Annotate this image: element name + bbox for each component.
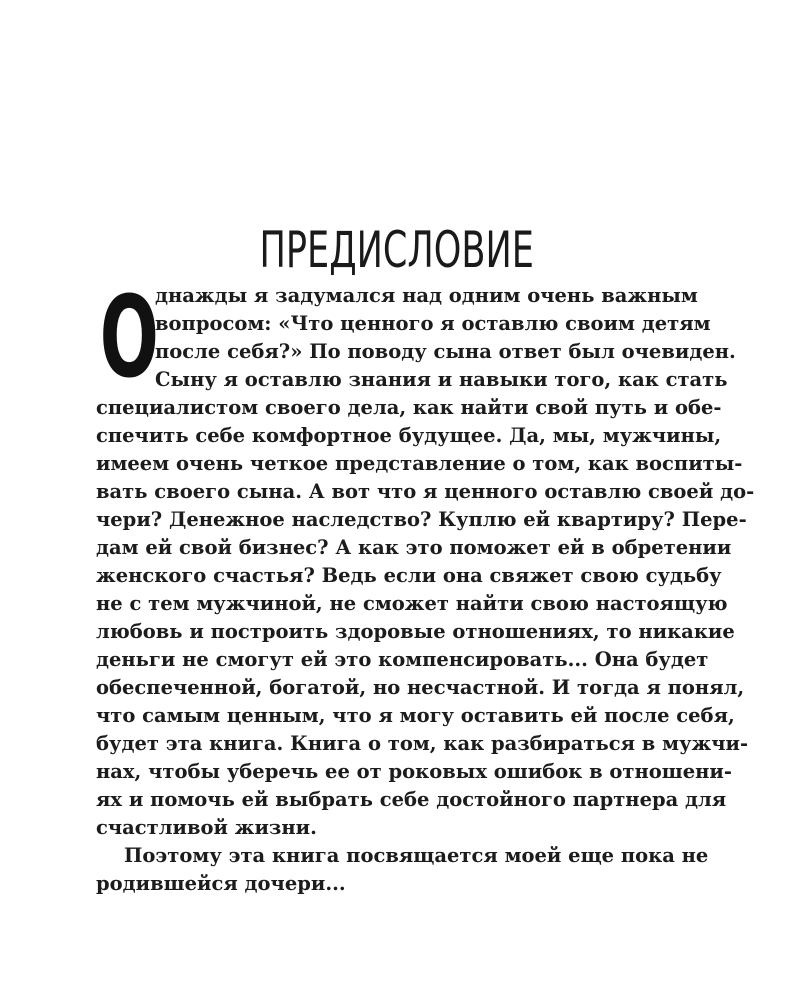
text-line: ях и помочь ей выбрать себе достойного партнера для [96,788,727,811]
text-line: обеспеченной, богатой, но несчастной. И тогда я понял, [96,676,745,699]
text-line: специалистом своего дела, как найти свой путь и обе- [96,396,722,419]
text-line: спечить себе комфортное будущее. Да, мы, мужчины, [96,424,722,447]
text-line: имеем очень четкое представление о том, как воспиты- [96,452,743,475]
text-line: дам ей свой бизнес? А как это поможет ей в обретении [96,536,732,559]
text-line: женского счастья? Ведь если она свяжет свою судьбу [96,564,722,587]
page-title: ПРЕДИСЛОВИЕ [259,221,534,279]
text-line: не с тем мужчиной, не сможет найти свою настоящую [96,592,728,615]
text-line: Сыну я оставлю знания и навыки того, как стать [155,368,728,391]
text-line: вать своего сына. А вот что я ценного оставлю своей до- [96,480,755,503]
text-line: вопросом: «Что ценного я оставлю своим детям [155,312,711,335]
text-line: будет эта книга. Книга о том, как разбираться в мужчи- [96,732,749,755]
text-line: деньги не смогут ей это компенсировать... Она будет [96,648,709,671]
drop-cap-letter: О [99,273,159,403]
text-line: Поэтому эта книга посвящается моей еще пока не [124,844,709,867]
text-line: после себя?» По поводу сына ответ был очевиден. [155,340,736,363]
text-line: днажды я задумался над одним очень важным [155,284,698,307]
text-line: любовь и построить здоровые отношениях, то никакие [96,620,735,643]
text-line: чери? Денежное наследство? Куплю ей квартиру? Пере- [96,508,747,531]
text-line: нах, чтобы уберечь ее от роковых ошибок в отношени- [96,760,732,783]
text-line: родившейся дочери... [96,872,346,895]
text-line: счастливой жизни. [96,816,317,839]
text-line: что самым ценным, что я могу оставить ей после себя, [96,704,735,727]
